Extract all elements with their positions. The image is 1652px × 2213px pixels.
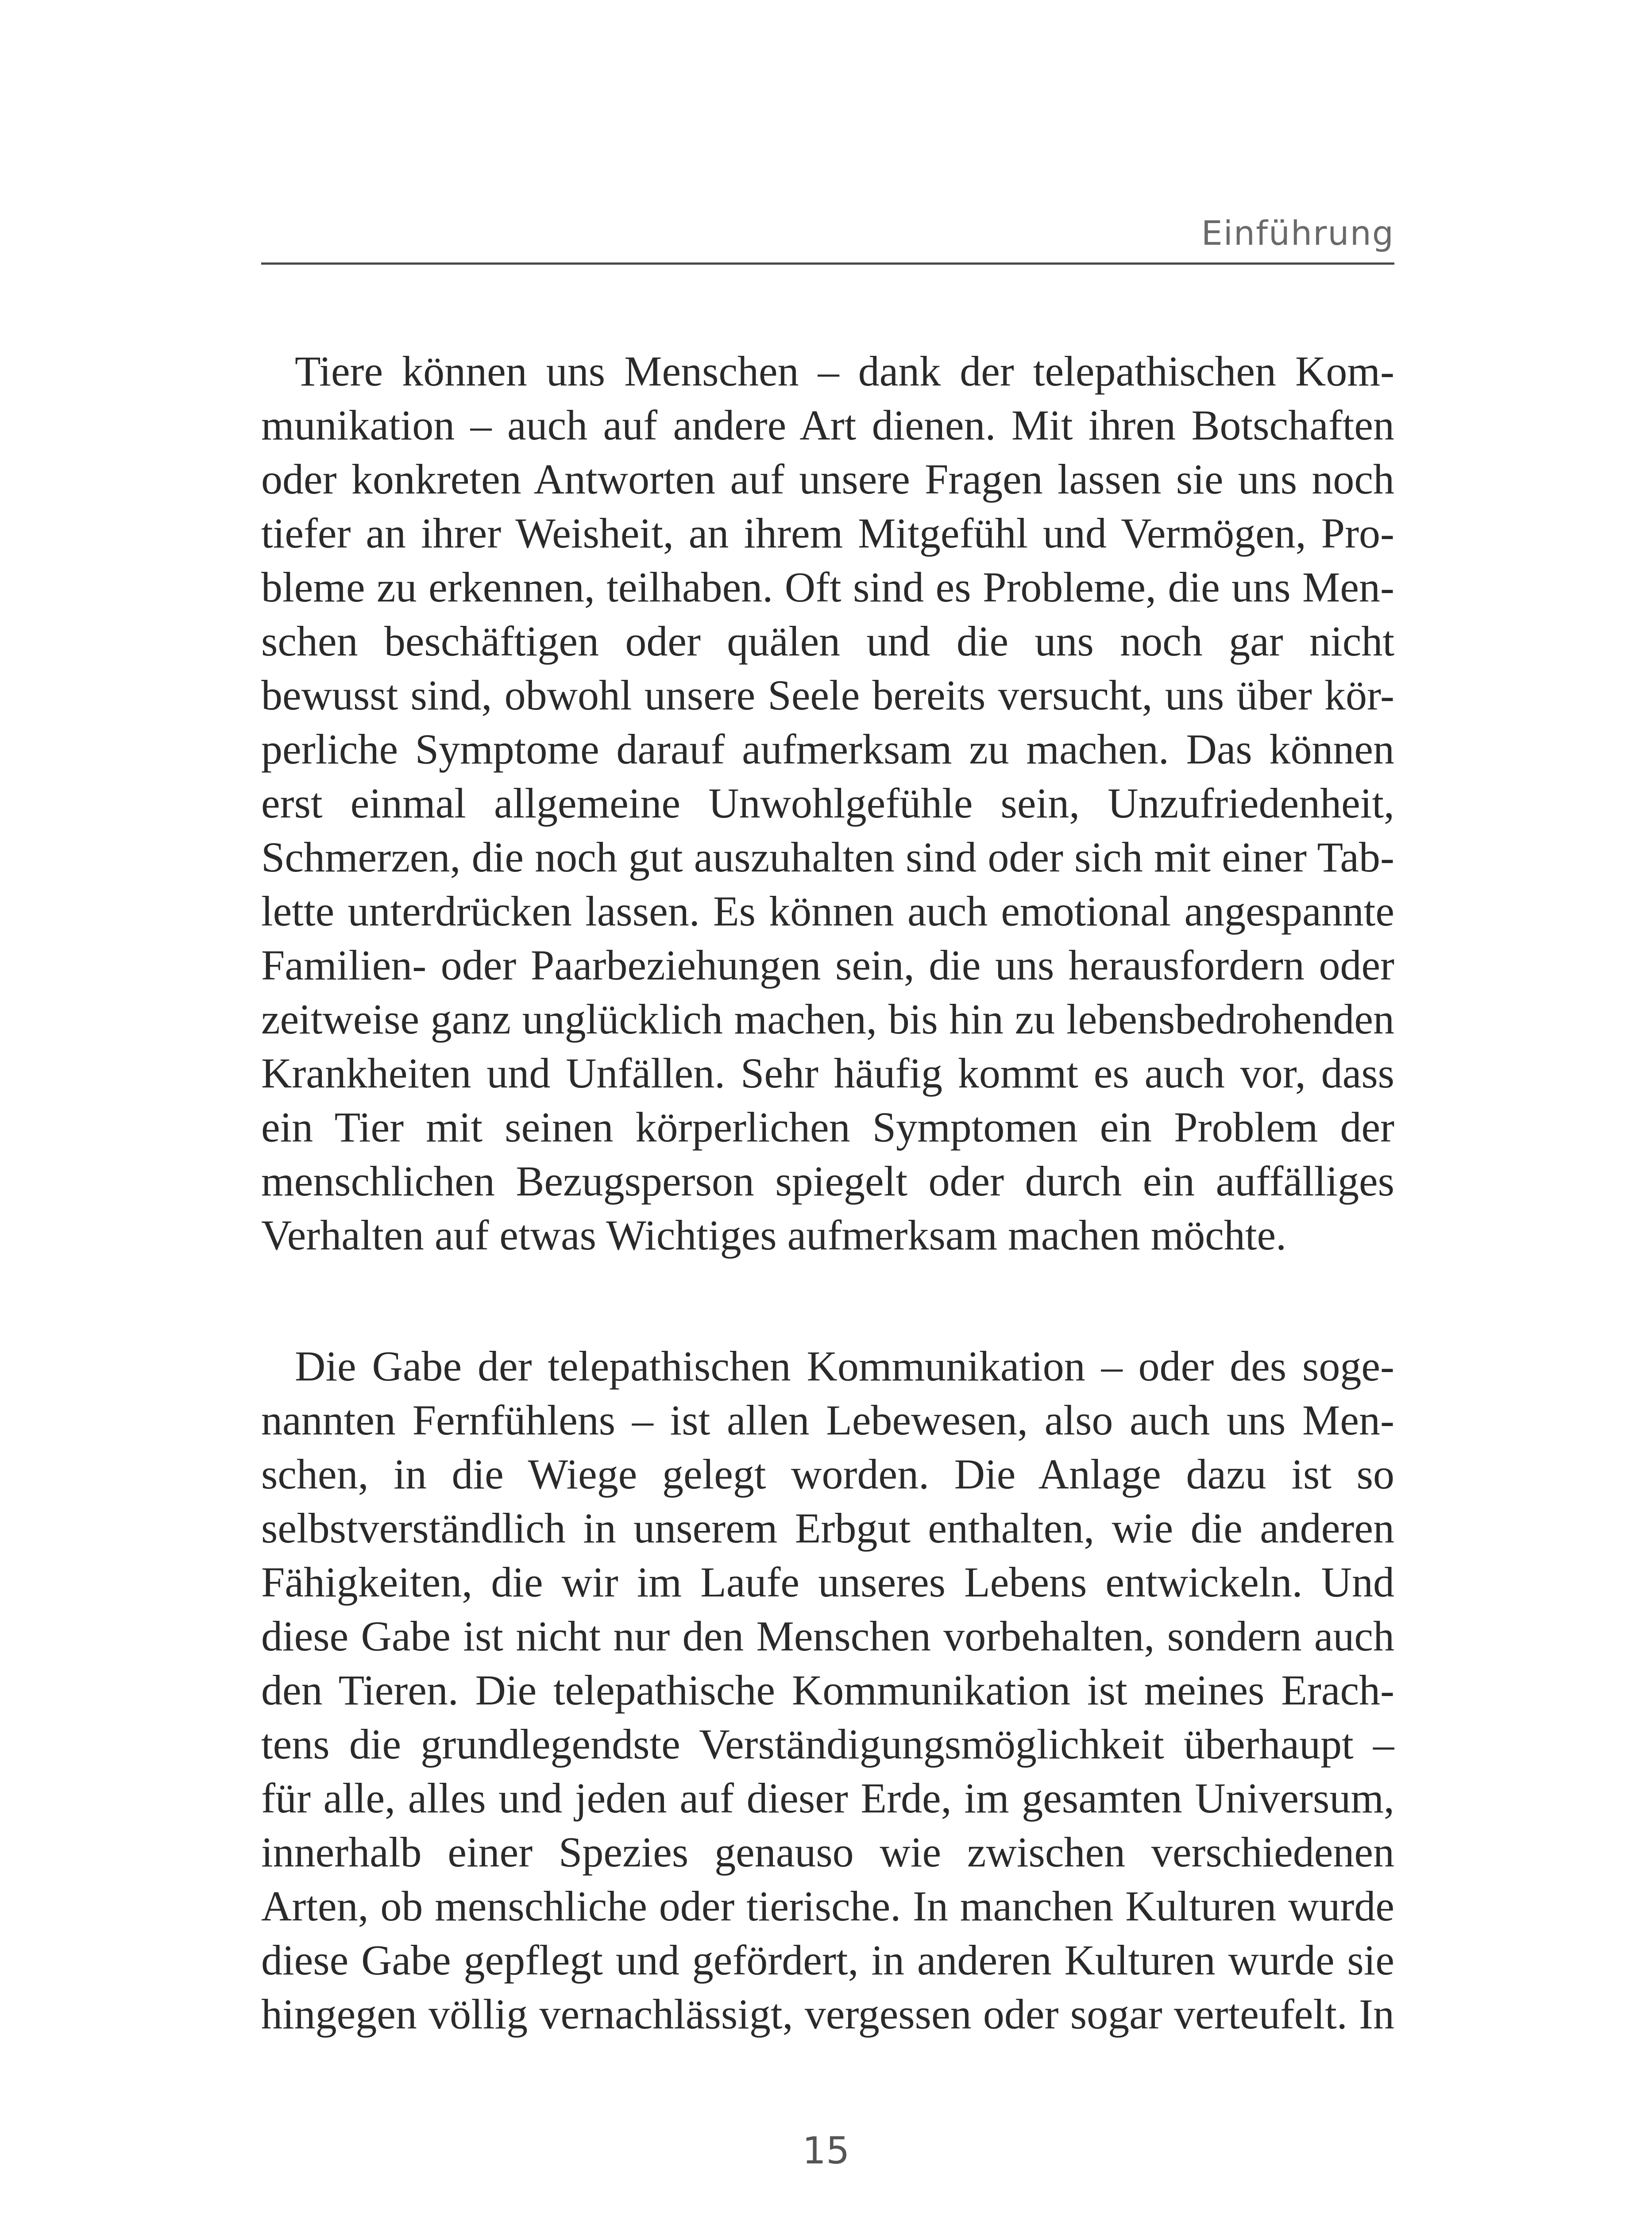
page-number: 15: [802, 2129, 850, 2172]
text-line: menschlichen Bezugsperson spiegelt oder durch ein auffälliges: [261, 1157, 1394, 1205]
text-line: tens die grundlegendste Verständigungsmöglichkeit überhaupt –: [261, 1720, 1394, 1768]
text-line: innerhalb einer Spezies genauso wie zwischen verschiedenen: [261, 1828, 1394, 1876]
text-line: bleme zu erkennen, teilhaben. Oft sind es Probleme, die uns Men-: [261, 563, 1394, 611]
text-line: oder konkreten Antworten auf unsere Fragen lassen sie uns noch: [261, 455, 1394, 503]
paragraph-2: [261, 1339, 1394, 2041]
text-line: erst einmal allgemeine Unwohlgefühle sein, Unzufriedenheit,: [261, 779, 1394, 827]
chapter-title: Einführung: [1201, 213, 1394, 253]
text-line: bewusst sind, obwohl unsere Seele bereits versucht, uns über kör-: [261, 671, 1394, 719]
text-line: Fähigkeiten, die wir im Laufe unseres Lebens entwickeln. Und: [261, 1558, 1394, 1606]
text-line: Krankheiten und Unfällen. Sehr häufig kommt es auch vor, dass: [261, 1049, 1394, 1097]
text-line: den Tieren. Die telepathische Kommunikation ist meines Erach-: [261, 1666, 1394, 1714]
text-line: schen, in die Wiege gelegt worden. Die Anlage dazu ist so: [261, 1450, 1394, 1498]
text-line: nannten Fernfühlens – ist allen Lebewesen, also auch uns Men-: [261, 1396, 1394, 1444]
text-line: Verhalten auf etwas Wichtiges aufmerksam machen möchte.: [261, 1211, 1287, 1259]
text-line: schen beschäftigen oder quälen und die uns noch gar nicht: [261, 617, 1394, 665]
text-line: Familien- oder Paarbeziehungen sein, die uns herausfordern oder: [261, 941, 1394, 989]
text-line: ein Tier mit seinen körperlichen Symptomen ein Problem der: [261, 1103, 1394, 1151]
text-line: Arten, ob menschliche oder tierische. In manchen Kulturen wurde: [261, 1882, 1394, 1930]
text-line: lette unterdrücken lassen. Es können auch emotional angespannte: [261, 887, 1394, 935]
text-line: selbstverständlich in unserem Erbgut enthalten, wie die anderen: [261, 1504, 1394, 1552]
paragraph-1: [261, 344, 1394, 1262]
text-line: für alle, alles und jeden auf dieser Erde, im gesamten Universum,: [261, 1774, 1394, 1822]
text-line: Tiere können uns Menschen – dank der telepathischen Kom-: [295, 347, 1394, 395]
running-header: [261, 207, 1394, 265]
text-line: hingegen völlig vernachlässigt, vergessen oder sogar verteufelt. In: [261, 1990, 1394, 2038]
text-line: zeitweise ganz unglücklich machen, bis hin zu lebensbedrohenden: [261, 995, 1394, 1043]
text-line: munikation – auch auf andere Art dienen. Mit ihren Botschaften: [261, 401, 1394, 449]
text-line: Schmerzen, die noch gut auszuhalten sind oder sich mit einer Tab-: [261, 833, 1394, 881]
text-line: diese Gabe gepflegt und gefördert, in anderen Kulturen wurde sie: [261, 1936, 1394, 1984]
text-line: tiefer an ihrer Weisheit, an ihrem Mitgefühl und Vermögen, Pro-: [261, 509, 1394, 557]
text-line: diese Gabe ist nicht nur den Menschen vorbehalten, sondern auch: [261, 1612, 1394, 1660]
text-line: Die Gabe der telepathischen Kommunikation – oder des soge-: [295, 1342, 1394, 1390]
text-line: perliche Symptome darauf aufmerksam zu machen. Das können: [261, 725, 1394, 773]
